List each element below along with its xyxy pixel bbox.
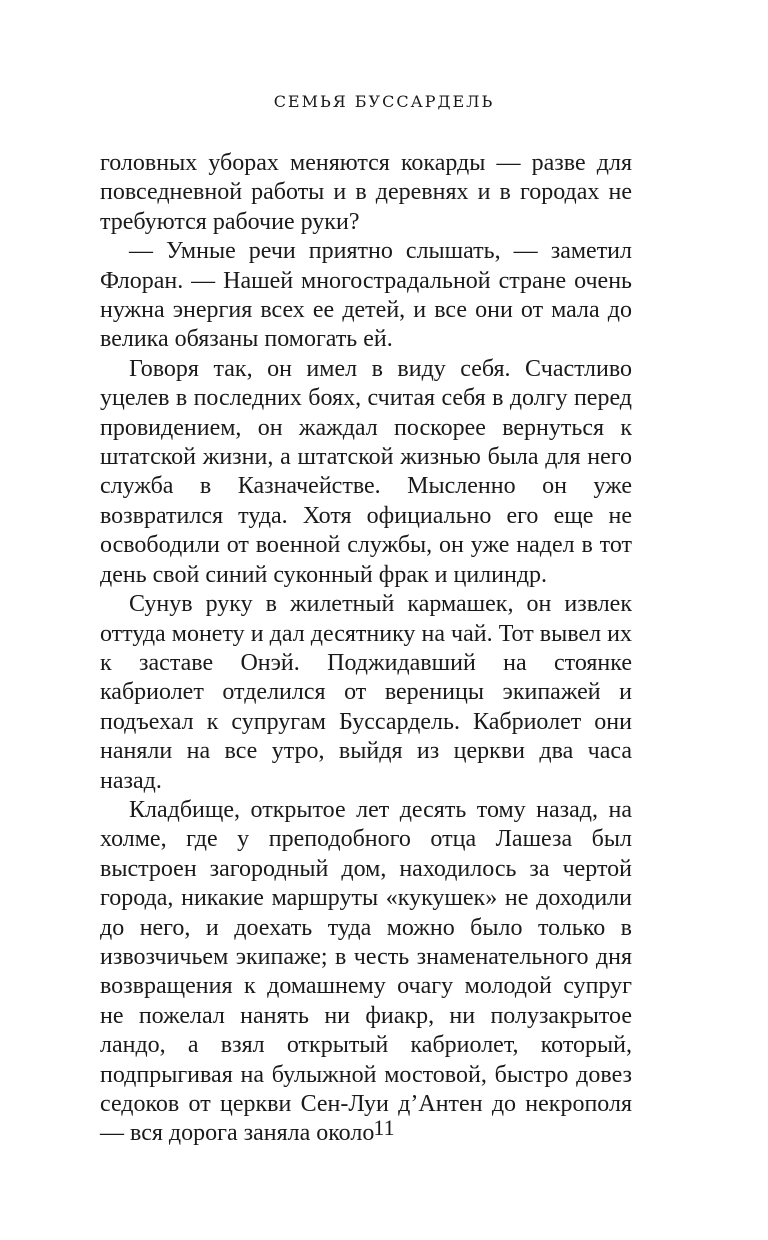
paragraph: Кладбище, открытое лет десять тому назад, на холме, где у преподобного отца Лашеза был выстроен загородный дом, находилось за чертой города, никакие маршруты «кукушек» не доходили до него, и доехать туда можно было только в извозчичьем экипаже; в честь знаменательного дня возвращения к домашнему очагу молодой супруг не пожелал нанять ни фиакр, ни полузакрытое ландо, а взял открытый кабриолет, который, подпрыгивая на булыжной мостовой, быстро довез седоков от церкви Сен-Луи д’Антен до некрополя — вся дорога заняла около (100, 796, 632, 1147)
body-text (100, 149, 632, 1149)
page-number: 11 (373, 1115, 395, 1140)
paragraph-continuation: головных уборах меняются кокарды — разве для повседневной работы и в деревнях и в городах не требуются рабочие руки? (100, 150, 632, 235)
paragraph: Сунув руку в жилетный кармашек, он извлек оттуда монету и дал десятнику на чай. Тот вывел их к заставе Онэй. Поджидавший на стоянке кабриолет отделился от вереницы экипажей и подъехал к супругам Буссардель. Кабриолет они наняли на все утро, выйдя из церкви два часа назад. (100, 591, 632, 794)
running-head: СЕМЬЯ БУССАРДЕЛЬ (273, 92, 495, 111)
paragraph-dialogue: — Умные речи приятно слышать, — заметил Флоран. — Нашей многострадальной стране очень нужна энергия всех ее детей, и все они от мала до велика обязаны помогать ей. (100, 238, 632, 353)
paragraph: Говоря так, он имел в виду себя. Счастливо уцелев в последних боях, считая себя в долгу перед провидением, он жаждал поскорее вернуться к штатской жизни, а штатской жизнью была для него служба в Казначействе. Мысленно он уже возвратился туда. Хотя официально его еще не освободили от военной службы, он уже надел в тот день свой синий суконный фрак и цилиндр. (100, 355, 632, 588)
